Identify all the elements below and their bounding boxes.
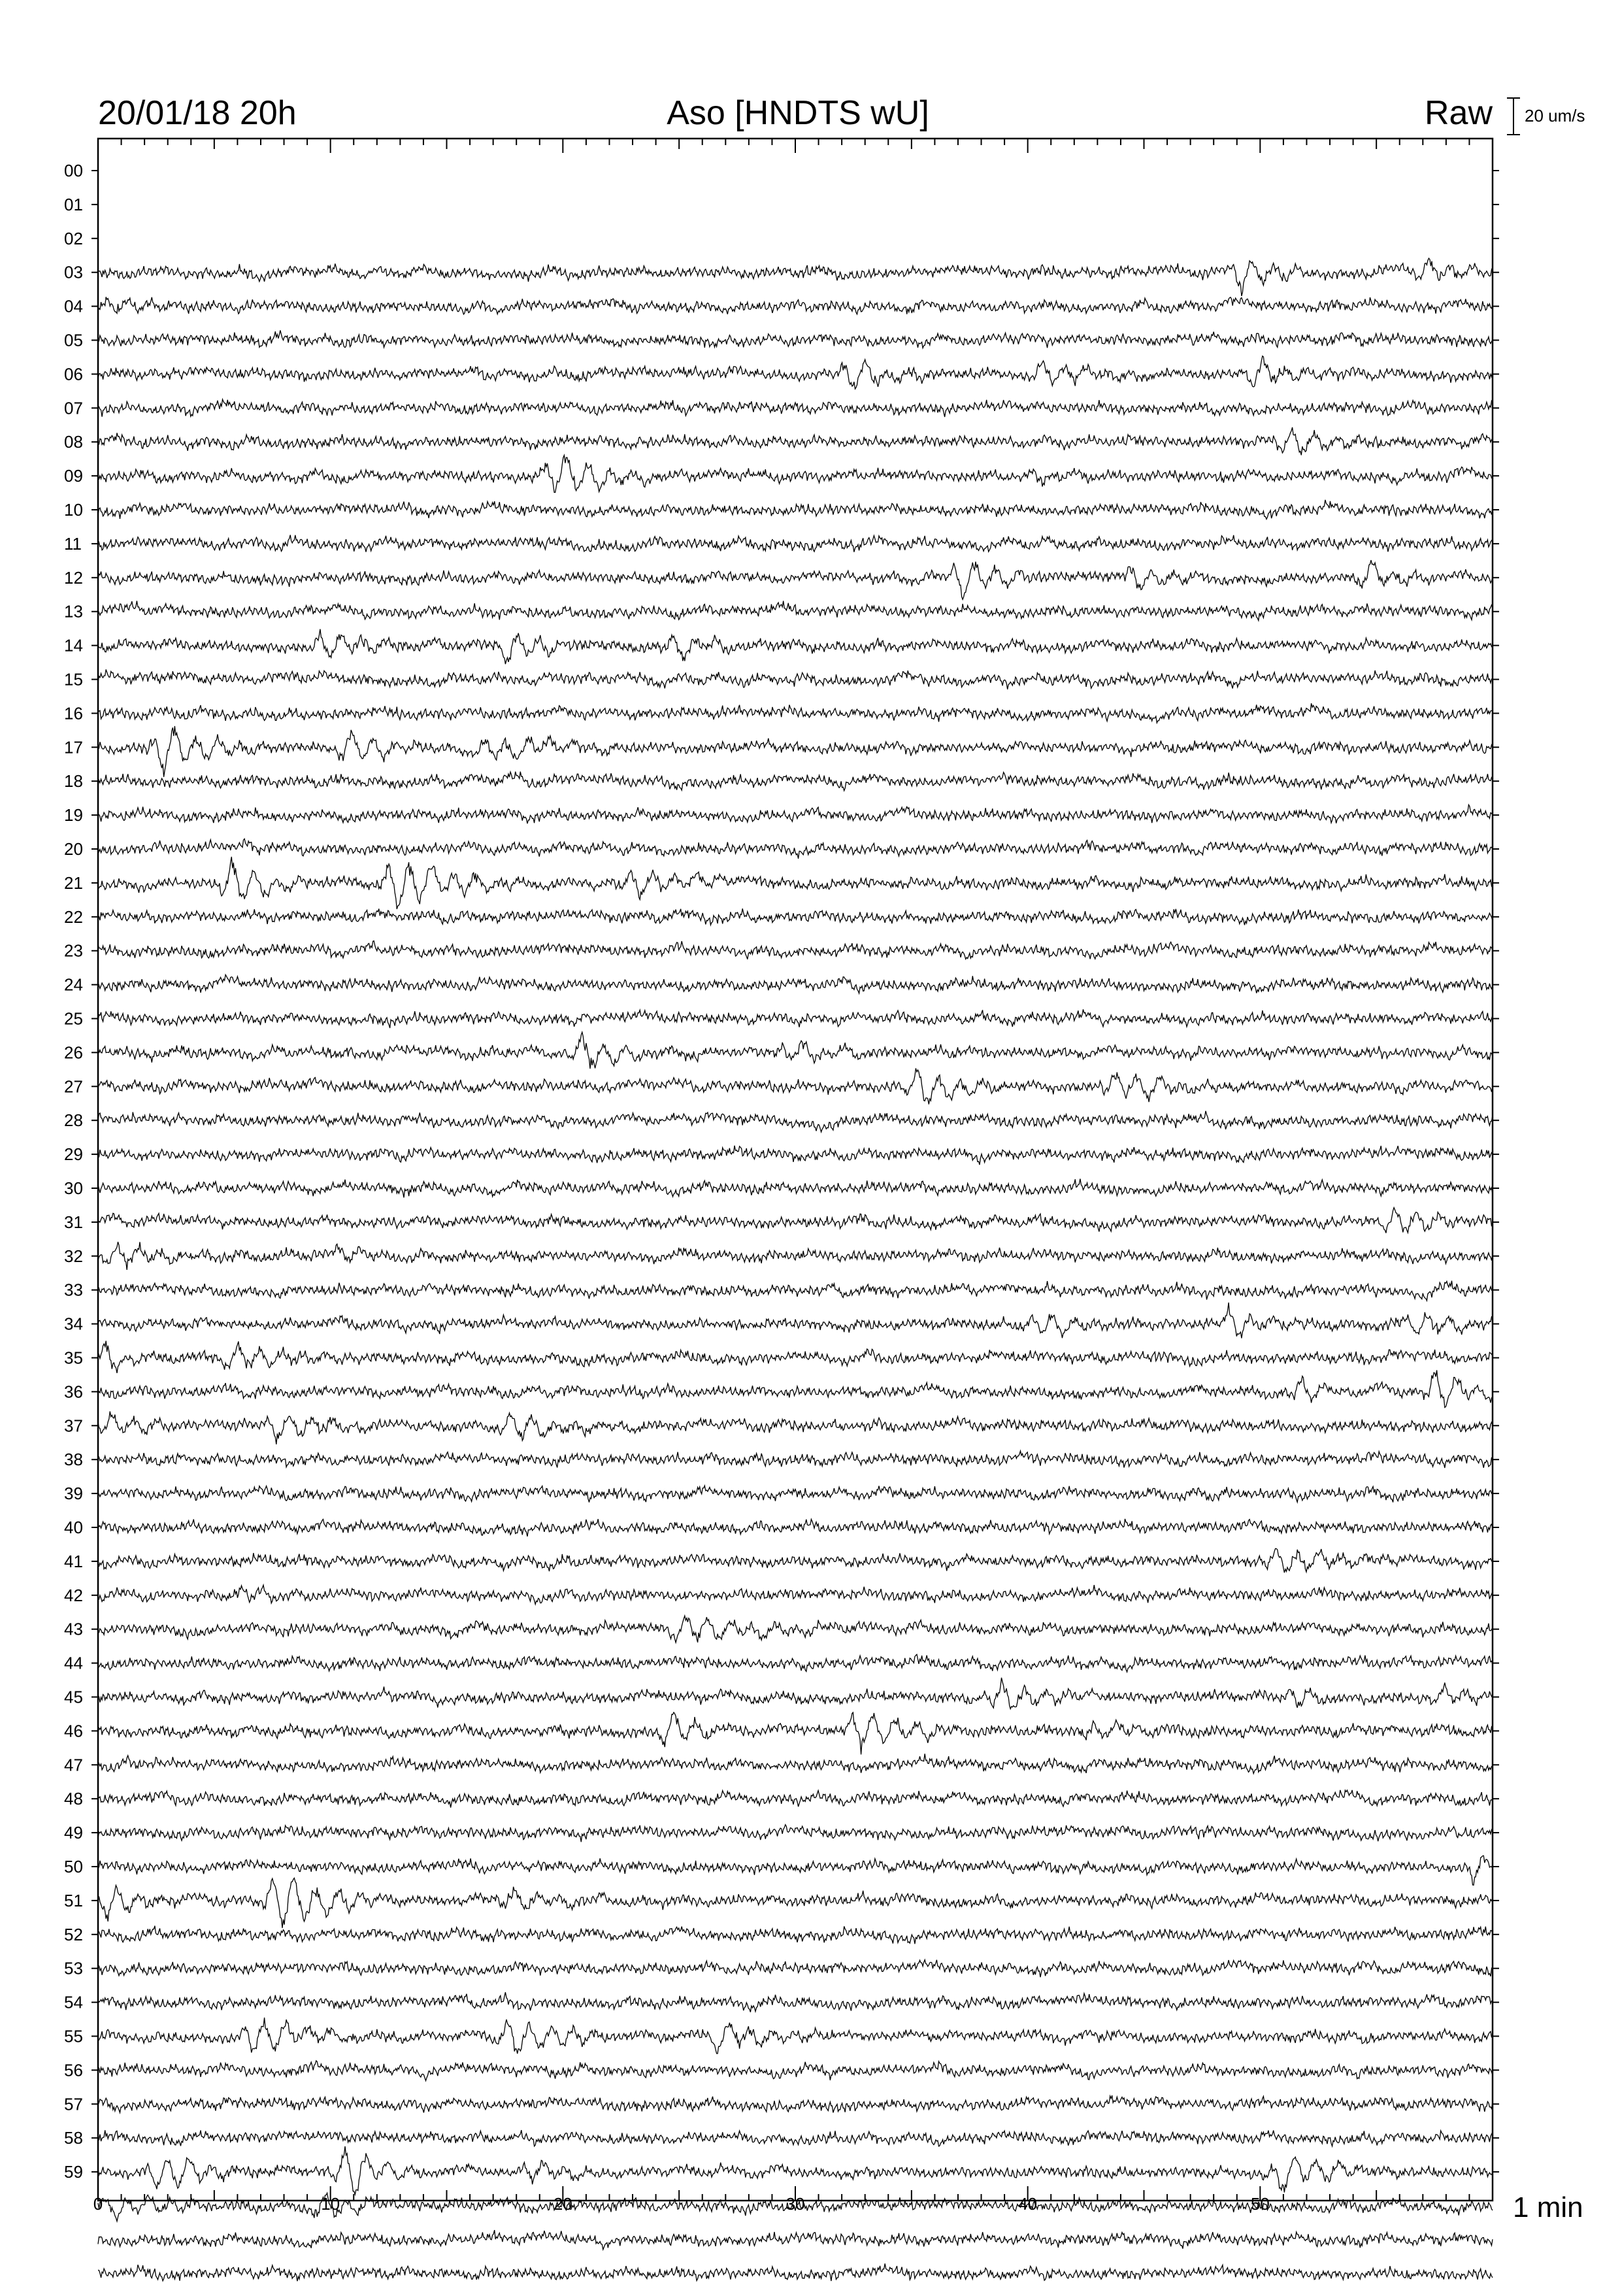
row-label: 45 (64, 1687, 83, 1707)
row-label: 57 (64, 2094, 83, 2114)
row-label: 35 (64, 1348, 83, 1368)
row-label: 40 (64, 1518, 83, 1537)
row-label: 44 (64, 1653, 83, 1673)
row-label: 34 (64, 1314, 83, 1334)
row-label: 10 (64, 500, 83, 520)
row-label: 28 (64, 1110, 83, 1131)
row-label: 22 (64, 907, 83, 927)
row-label: 20 (64, 839, 83, 859)
row-label: 21 (64, 873, 83, 893)
row-label: 03 (64, 262, 83, 282)
row-label: 39 (64, 1484, 83, 1504)
row-label: 09 (64, 466, 83, 486)
row-label: 13 (64, 601, 83, 622)
row-label: 50 (64, 1857, 83, 1876)
mode-label: Raw (1424, 94, 1493, 132)
row-label: 46 (64, 1721, 83, 1741)
row-label: 36 (64, 1382, 83, 1402)
x-tick-label: 40 (1018, 2194, 1038, 2214)
chart-title: Aso [HNDTS wU] (667, 94, 929, 132)
row-label: 07 (64, 398, 83, 418)
row-label: 59 (64, 2162, 83, 2182)
x-tick-label: 20 (553, 2194, 572, 2214)
row-label: 19 (64, 805, 83, 825)
row-label: 49 (64, 1823, 83, 1843)
row-label: 38 (64, 1450, 83, 1470)
row-label: 51 (64, 1890, 83, 1910)
x-tick-label: 10 (321, 2194, 340, 2214)
row-label: 23 (64, 940, 83, 961)
row-label: 12 (64, 567, 83, 588)
row-label: 31 (64, 1212, 83, 1232)
row-label: 15 (64, 669, 83, 690)
row-label: 47 (64, 1755, 83, 1775)
row-label: 56 (64, 2060, 83, 2080)
row-label: 25 (64, 1008, 83, 1029)
row-label: 32 (64, 1246, 83, 1266)
row-label: 18 (64, 771, 83, 791)
x-tick-label: 0 (93, 2194, 103, 2214)
row-label: 42 (64, 1585, 83, 1605)
x-tick-label: 30 (785, 2194, 805, 2214)
row-label: 02 (64, 228, 83, 248)
row-label: 11 (64, 533, 82, 554)
row-label: 27 (64, 1076, 83, 1097)
x-unit-label: 1 min (1513, 2191, 1583, 2223)
row-label: 08 (64, 432, 83, 452)
row-label: 26 (64, 1042, 83, 1063)
row-label: 48 (64, 1789, 83, 1809)
row-label: 58 (64, 2128, 83, 2148)
row-label: 55 (64, 2026, 83, 2046)
row-label: 24 (64, 974, 83, 995)
row-label: 53 (64, 1958, 83, 1978)
row-label: 16 (64, 703, 83, 724)
x-tick-label: 50 (1250, 2194, 1270, 2214)
row-label: 30 (64, 1178, 83, 1198)
row-label: 41 (64, 1551, 83, 1571)
row-label: 43 (64, 1619, 83, 1639)
row-label: 06 (64, 364, 83, 384)
row-label: 04 (64, 296, 83, 316)
row-label: 54 (64, 1992, 83, 2012)
row-label: 05 (64, 330, 83, 350)
row-label: 37 (64, 1416, 83, 1436)
row-label: 01 (64, 194, 83, 214)
row-label: 14 (64, 635, 83, 656)
row-label: 52 (64, 1924, 83, 1944)
scale-label: 20 um/s (1525, 106, 1585, 125)
row-label: 29 (64, 1144, 83, 1165)
datetime-label: 20/01/18 20h (98, 94, 297, 132)
row-label: 00 (64, 161, 83, 180)
row-label: 17 (64, 737, 83, 757)
row-label: 33 (64, 1280, 83, 1300)
